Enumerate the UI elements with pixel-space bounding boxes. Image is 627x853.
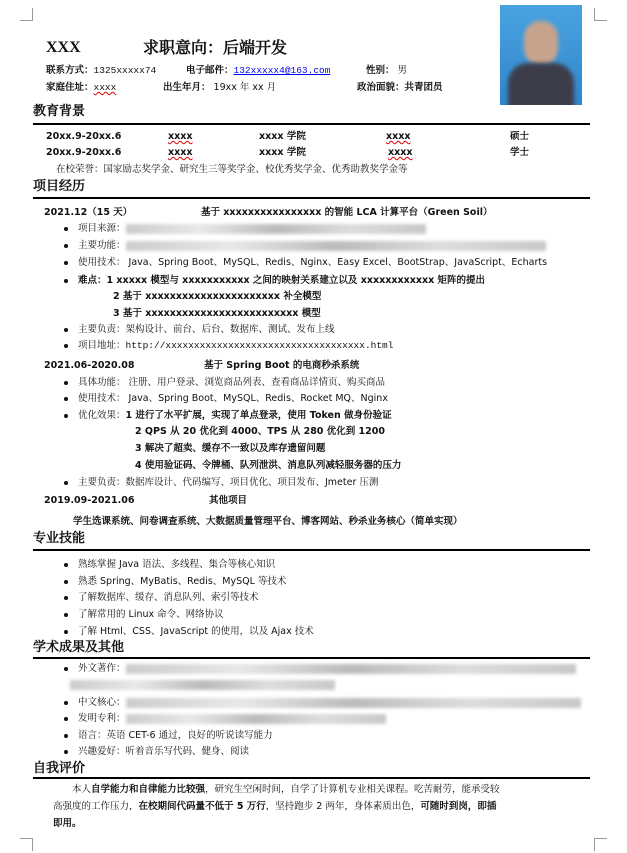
- address-label: 家庭住址：: [46, 82, 94, 93]
- difficulty-label: 难点：: [78, 275, 107, 286]
- project-period: 2021.06-2020.08: [44, 360, 135, 371]
- edu-period: 20xx.9-20xx.6: [46, 131, 122, 142]
- email-link[interactable]: 132xxxxx4@163.com: [233, 65, 331, 76]
- margin-mark: [594, 838, 607, 851]
- redacted-text: [126, 664, 576, 674]
- section-education: 教育背景: [33, 104, 86, 119]
- political: 共青团员: [404, 82, 443, 93]
- margin-mark: [20, 8, 33, 21]
- features: 具体功能： 注册、用户登录、浏览商品列表、查看商品详情页、购买商品: [78, 377, 386, 388]
- section-projects: 项目经历: [33, 179, 86, 194]
- section-rule: [33, 197, 590, 199]
- other-projects: 学生选课系统、问卷调查系统、大数据质量管理平台、博客网站、秒杀业务核心（简单实现）: [73, 516, 463, 527]
- skill-item: 了解常用的 Linux 命令、网络协议: [78, 609, 224, 620]
- edu-degree: 学士: [510, 147, 530, 158]
- gender: 男: [397, 65, 408, 76]
- edu-college: xxxx 学院: [259, 131, 306, 142]
- gender-label: 性别：: [366, 65, 395, 76]
- redacted-text: [126, 224, 426, 234]
- birth: 19xx 年 xx 月: [213, 82, 277, 93]
- optimization-item: 4 使用验证码、令牌桶、队列泄洪、消息队列减轻服务器的压力: [135, 460, 402, 471]
- skill-item: 熟悉 Spring、MyBatis、Redis、MySQL 等技术: [78, 576, 287, 587]
- function-label: 主要功能：: [78, 240, 126, 251]
- redacted-text: [126, 714, 386, 724]
- honors: 在校荣誉：国家励志奖学金、研究生三等奖学金、校优秀奖学金、优秀助教奖学金等: [56, 164, 408, 175]
- difficulty-item: 1 xxxxx 模型与 xxxxxxxxxxx 之间的映射关系建立以及 xxxxxxxxxxxx 矩阵的提出: [106, 275, 486, 286]
- edu-college: xxxx 学院: [259, 147, 306, 158]
- job-objective: 求职意向：后端开发: [143, 38, 288, 57]
- project-url: 项目地址：http://xxxxxxxxxxxxxxxxxxxxxxxxxxxxxxxxxxx.html: [78, 340, 394, 351]
- edu-school: xxxx: [168, 147, 193, 158]
- candidate-name: XXX: [46, 39, 81, 56]
- skill-item: 了解数据库、缓存、消息队列、索引等技术: [78, 592, 259, 603]
- optimization-item: 3 解决了超卖、缓存不一致以及库存遗留问题: [135, 443, 326, 454]
- self-evaluation-line: 即用。: [53, 818, 82, 829]
- section-rule: [33, 549, 590, 551]
- margin-mark: [594, 8, 607, 21]
- tech-stack: 使用技术： Java、Spring Boot、MySQL、Redis、Rocket MQ、Nginx: [78, 393, 388, 404]
- birth-label: 出生年月：: [163, 82, 211, 93]
- project-period: 2019.09-2021.06: [44, 495, 135, 506]
- section-academic: 学术成果及其他: [33, 640, 125, 655]
- redacted-text: [126, 698, 581, 708]
- section-self-evaluation: 自我评价: [33, 761, 86, 776]
- email-label: 电子邮件：: [186, 65, 234, 76]
- edu-school: xxxx: [168, 131, 193, 142]
- phone: 1325xxxxx74: [93, 65, 157, 76]
- language: 语言：英语 CET-6 通过，良好的听说读写能力: [78, 730, 273, 741]
- source-label: 项目来源：: [78, 223, 126, 234]
- project-period: 2021.12（15 天）: [44, 207, 133, 218]
- redacted-text: [126, 241, 546, 251]
- self-evaluation-line: 本人自学能力和自律能力比较强，研究生空闲时间，自学了计算机专业相关课程。吃苦耐劳，能承受较: [72, 784, 500, 795]
- project-title: 基于 xxxxxxxxxxxxxxxx 的智能 LCA 计算平台（Green Soil）: [201, 207, 493, 218]
- section-rule: [33, 657, 590, 659]
- edu-period: 20xx.9-20xx.6: [46, 147, 122, 158]
- section-rule: [33, 123, 590, 125]
- profile-photo: [500, 5, 582, 105]
- skill-item: 了解 Html、CSS、JavaScript 的使用，以及 Ajax 技术: [78, 626, 314, 637]
- difficulty-item: 3 基于 xxxxxxxxxxxxxxxxxxxxxxxxx 模型: [113, 308, 321, 319]
- skill-item: 熟练掌握 Java 语法、多线程、集合等核心知识: [78, 559, 276, 570]
- optimization-label: 优化效果：: [78, 410, 126, 421]
- optimization-item: 2 QPS 从 20 优化到 4000、TPS 从 280 优化到 1200: [135, 426, 385, 437]
- contact-label: 联系方式：: [46, 65, 94, 76]
- duty: 主要负责：架构设计、前台、后台、数据库、测试、发布上线: [78, 324, 335, 335]
- edu-degree: 硕士: [510, 131, 530, 142]
- core-label: 中文核心：: [78, 697, 126, 708]
- duty: 主要负责：数据库设计、代码编写、项目优化、项目发布、Jmeter 压测: [78, 477, 379, 488]
- margin-mark: [20, 838, 33, 851]
- project-title: 其他项目: [209, 495, 248, 506]
- tech-stack: 使用技术： Java、Spring Boot、MySQL、Redis、Nginx、Easy Excel、BootStrap、JavaScript、Echarts: [78, 257, 548, 268]
- address: xxxx: [93, 82, 117, 93]
- project-title: 基于 Spring Boot 的电商秒杀系统: [204, 360, 360, 371]
- hobby: 兴趣爱好：听着音乐写代码、健身、阅读: [78, 746, 250, 757]
- foreign-label: 外文著作：: [78, 663, 126, 674]
- self-evaluation-line: 高强度的工作压力，在校期间代码量不低于 5 万行，坚持跑步 2 两年，身体素质出色，可随时到岗，即插: [53, 801, 497, 812]
- patent-label: 发明专利：: [78, 713, 126, 724]
- optimization-item: 1 进行了水平扩展，实现了单点登录，使用 Token 做身份验证: [125, 410, 392, 421]
- section-skills: 专业技能: [33, 531, 86, 546]
- difficulty-item: 2 基于 xxxxxxxxxxxxxxxxxxxxxx 补全模型: [113, 291, 322, 302]
- redacted-text: [70, 680, 335, 690]
- edu-major: xxxx: [386, 131, 411, 142]
- edu-major: xxxx: [388, 147, 413, 158]
- political-label: 政治面貌：: [357, 82, 405, 93]
- section-rule: [33, 777, 590, 779]
